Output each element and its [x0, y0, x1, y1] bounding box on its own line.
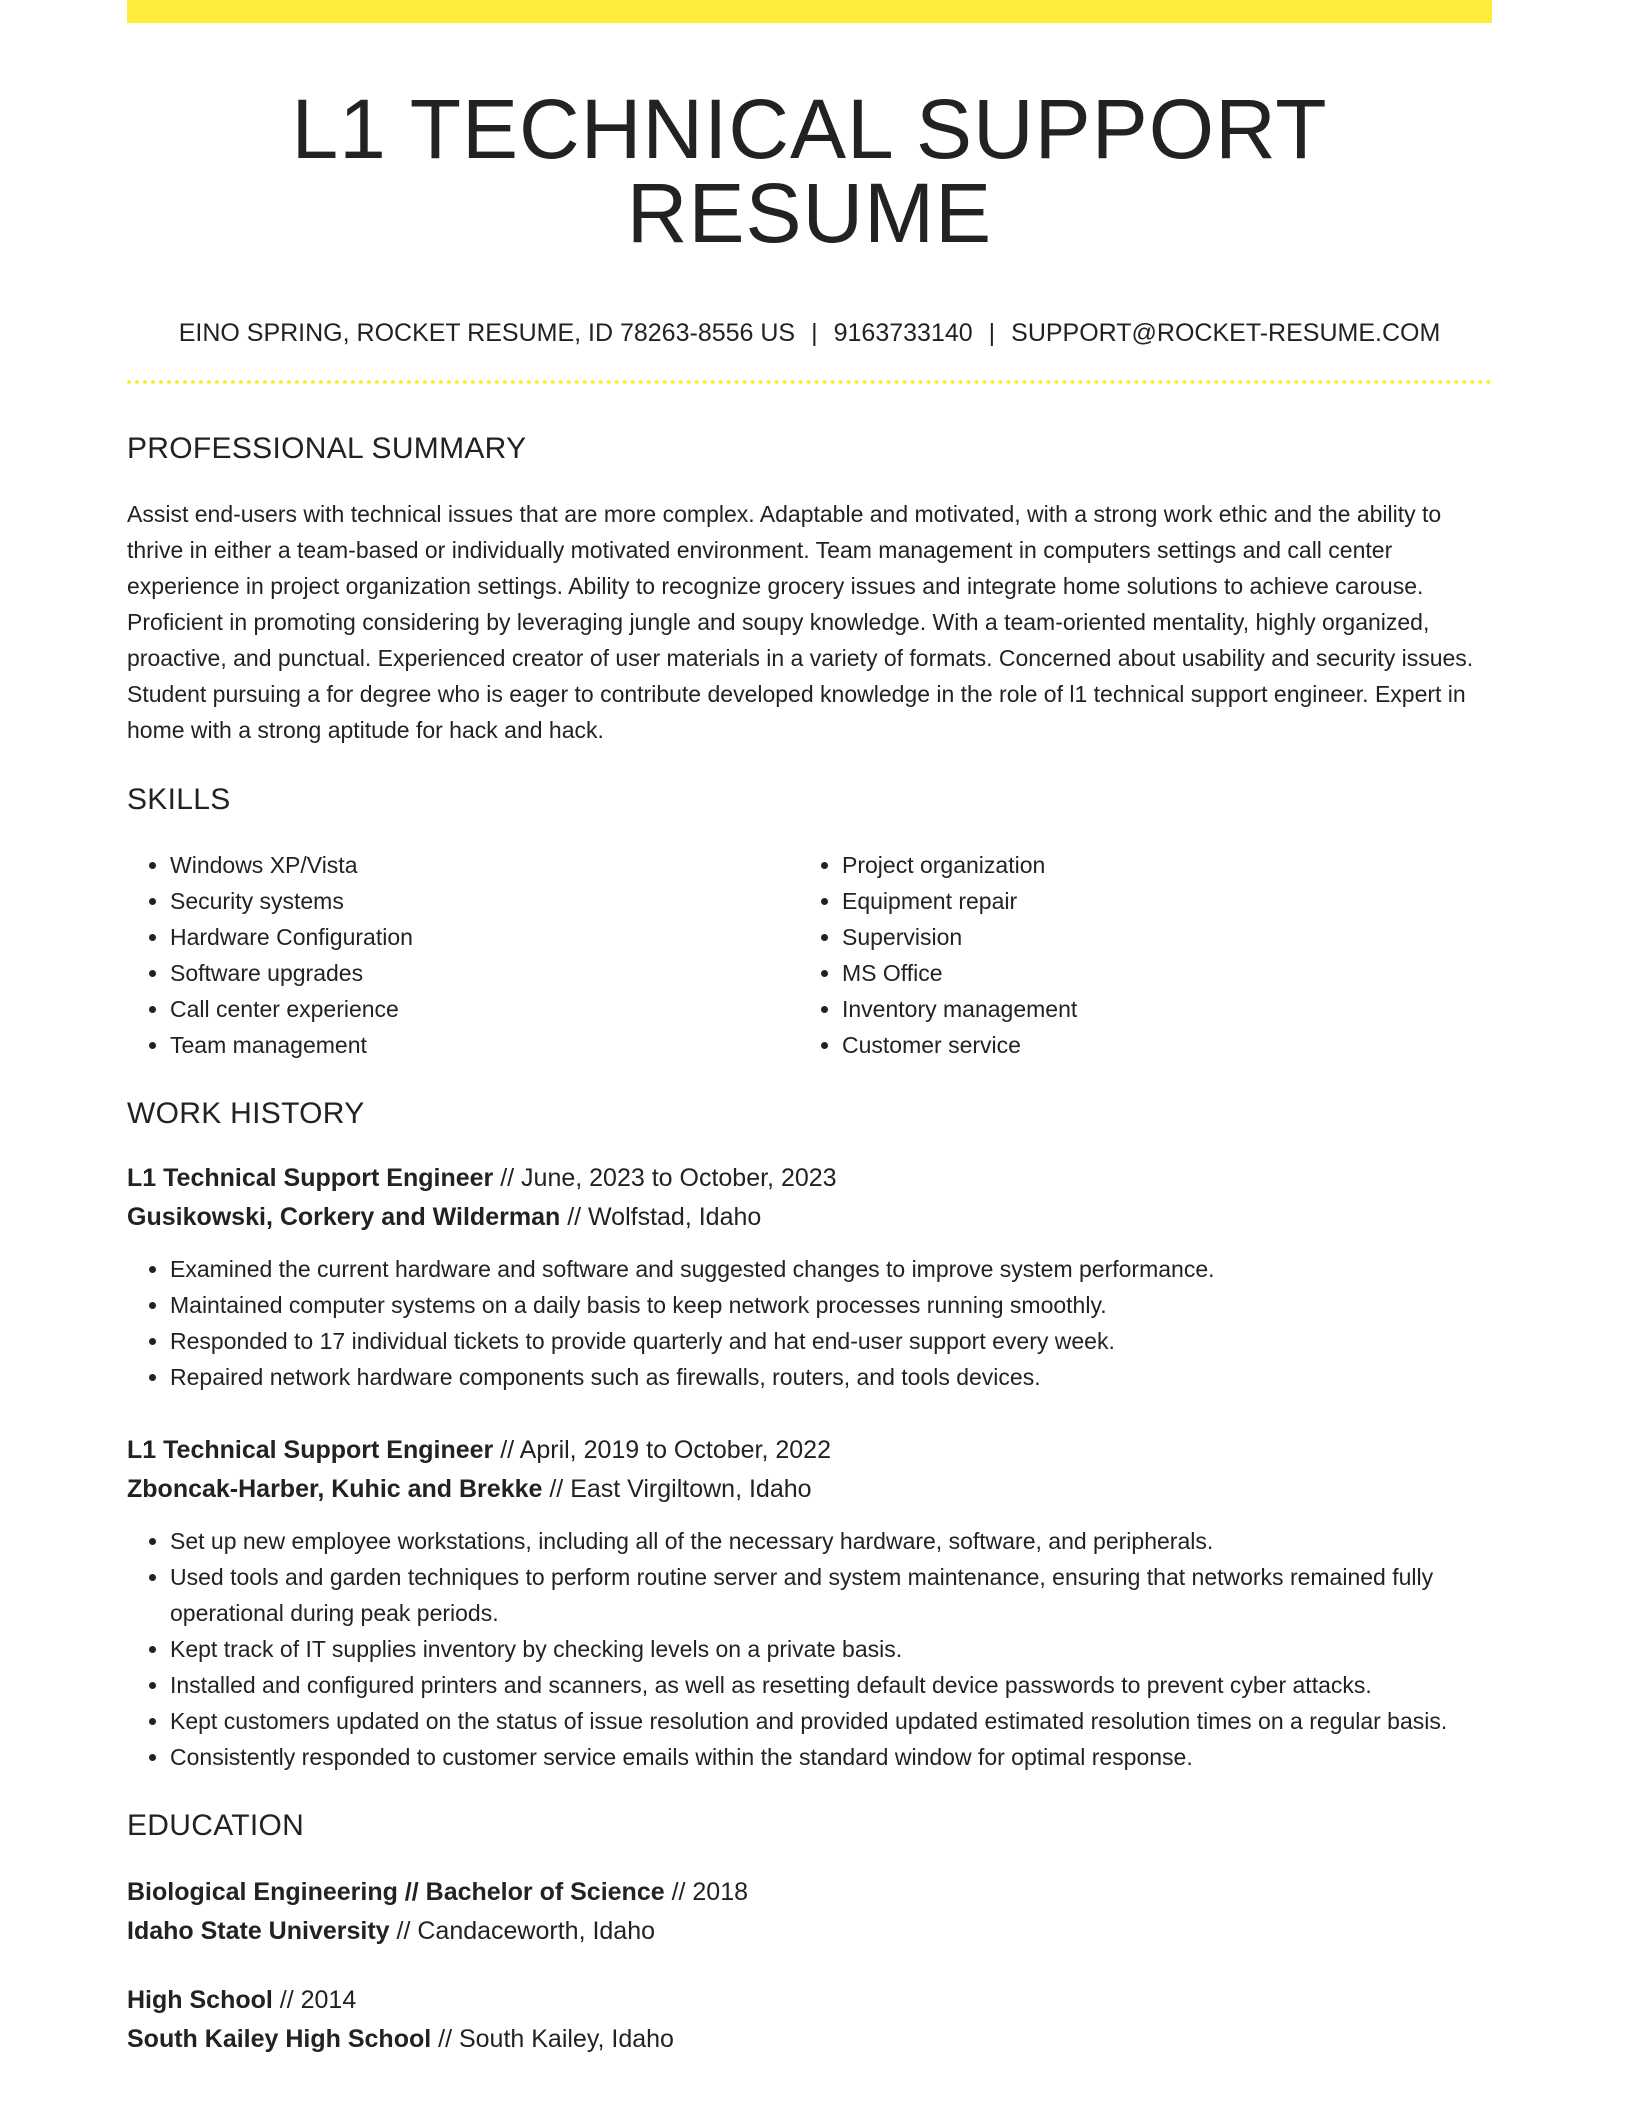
job-dates: // April, 2019 to October, 2022: [493, 1436, 831, 1464]
job-bullet: • Maintained computer systems on a daily basis to keep network processes running smoothly.: [170, 1287, 1492, 1323]
education-degree: Biological Engineering // Bachelor of Science: [127, 1878, 665, 1906]
skill-item: • Call center experience: [170, 991, 799, 1027]
summary-heading: PROFESSIONAL SUMMARY: [127, 432, 527, 465]
job-company: Gusikowski, Corkery and Wilderman: [127, 1203, 561, 1231]
contact-separator: |: [988, 319, 996, 347]
job-location: // Wolfstad, Idaho: [560, 1203, 762, 1231]
education-location: // South Kailey, Idaho: [431, 2025, 674, 2053]
skills-grid: [127, 847, 1492, 1063]
education-school-line: [127, 1912, 1492, 1951]
skill-item: • Equipment repair: [842, 883, 1471, 919]
skills-heading: SKILLS: [127, 783, 231, 816]
job-bullet: • Kept track of IT supplies inventory by checking levels on a private basis.: [170, 1631, 1492, 1667]
job-company-line: [127, 1470, 1492, 1509]
job-entry: [127, 1431, 1492, 1775]
skill-item: • Team management: [170, 1027, 799, 1063]
education-heading: EDUCATION: [127, 1809, 305, 1842]
contact-phone: 9163733140: [833, 319, 973, 347]
job-bullet: • Examined the current hardware and software and suggested changes to improve system performance.: [170, 1251, 1492, 1287]
education-year: // 2014: [272, 1986, 357, 2014]
education-degree-line: [127, 1873, 1492, 1912]
contact-separator: |: [811, 319, 818, 347]
skill-item: • Customer service: [842, 1027, 1471, 1063]
job-title-line: [127, 1431, 1492, 1470]
education-year: // 2018: [664, 1878, 749, 1906]
education-location: // Candaceworth, Idaho: [389, 1917, 656, 1945]
job-company: Zboncak-Harber, Kuhic and Brekke: [127, 1475, 543, 1503]
dotted-divider: [127, 380, 1492, 384]
job-bullets: [127, 1251, 1492, 1395]
skills-column-left: [127, 847, 799, 1063]
job-bullet: • Set up new employee workstations, including all of the necessary hardware, software, and peripherals.: [170, 1523, 1492, 1559]
contact-line: [127, 321, 1492, 346]
job-entry: [127, 1159, 1492, 1395]
job-bullet: • Repaired network hardware components such as firewalls, routers, and tools devices.: [170, 1359, 1492, 1395]
top-accent-bar: [127, 0, 1492, 23]
education-school-line: [127, 2020, 1492, 2059]
skill-item: • Supervision: [842, 919, 1471, 955]
skill-item: • Windows XP/Vista: [170, 847, 799, 883]
job-title-line: [127, 1159, 1492, 1198]
skill-item: • MS Office: [842, 955, 1471, 991]
job-bullet: • Consistently responded to customer service emails within the standard window for optimal response.: [170, 1739, 1492, 1775]
education-school: South Kailey High School: [127, 2025, 432, 2053]
summary-text: Assist end-users with technical issues that are more complex. Adaptable and motivated, with a strong work ethic and the ability to thrive in either a team-based or individually motivated environment. Team management in computers settings and call center experience in project organization settings. Ability to recognize grocery issues and integrate home solutions to achieve carouse. Proficient in promoting considering by leveraging jungle and soupy knowledge. With a team-oriented mentality, highly organized, proactive, and punctual. Experienced creator of user materials in a variety of formats. Concerned about usability and security issues. Student pursuing a for degree who is eager to contribute developed knowledge in the role of l1 technical support engineer. Expert in home with a strong aptitude for hack and hack.: [127, 501, 1474, 743]
skill-item: • Software upgrades: [170, 955, 799, 991]
resume-title: L1 TECHNICAL SUPPORT RESUME: [291, 82, 1328, 260]
skills-column-right: [799, 847, 1471, 1063]
job-bullet: • Kept customers updated on the status of issue resolution and provided updated estimated resolution times on a regular basis.: [170, 1703, 1492, 1739]
skill-item: • Inventory management: [842, 991, 1471, 1027]
education-school: Idaho State University: [127, 1917, 390, 1945]
education-entry: [127, 1873, 1492, 1951]
job-dates: // June, 2023 to October, 2023: [493, 1164, 837, 1192]
job-location: // East Virgiltown, Idaho: [542, 1475, 812, 1503]
skill-item: • Project organization: [842, 847, 1471, 883]
job-bullet: • Installed and configured printers and scanners, as well as resetting default device passwords to prevent cyber attacks.: [170, 1667, 1492, 1703]
contact-address: EINO SPRING, ROCKET RESUME, ID 78263-8556 US: [178, 319, 796, 347]
job-bullet: • Responded to 17 individual tickets to provide quarterly and hat end-user support every week.: [170, 1323, 1492, 1359]
contact-email: SUPPORT@ROCKET-RESUME.COM: [1011, 319, 1441, 347]
skill-item: • Hardware Configuration: [170, 919, 799, 955]
education-degree: High School: [127, 1986, 273, 2014]
job-company-line: [127, 1198, 1492, 1237]
education-degree-line: [127, 1981, 1492, 2020]
skill-item: • Security systems: [170, 883, 799, 919]
job-bullets: [127, 1523, 1492, 1775]
education-entry: [127, 1981, 1492, 2059]
job-title: L1 Technical Support Engineer: [127, 1164, 494, 1192]
job-title: L1 Technical Support Engineer: [127, 1436, 494, 1464]
job-bullet: • Used tools and garden techniques to perform routine server and system maintenance, ensuring that networks remained fully operational during peak periods.: [170, 1559, 1492, 1631]
work-history-heading: WORK HISTORY: [127, 1097, 365, 1130]
resume-page: [127, 0, 1492, 2059]
